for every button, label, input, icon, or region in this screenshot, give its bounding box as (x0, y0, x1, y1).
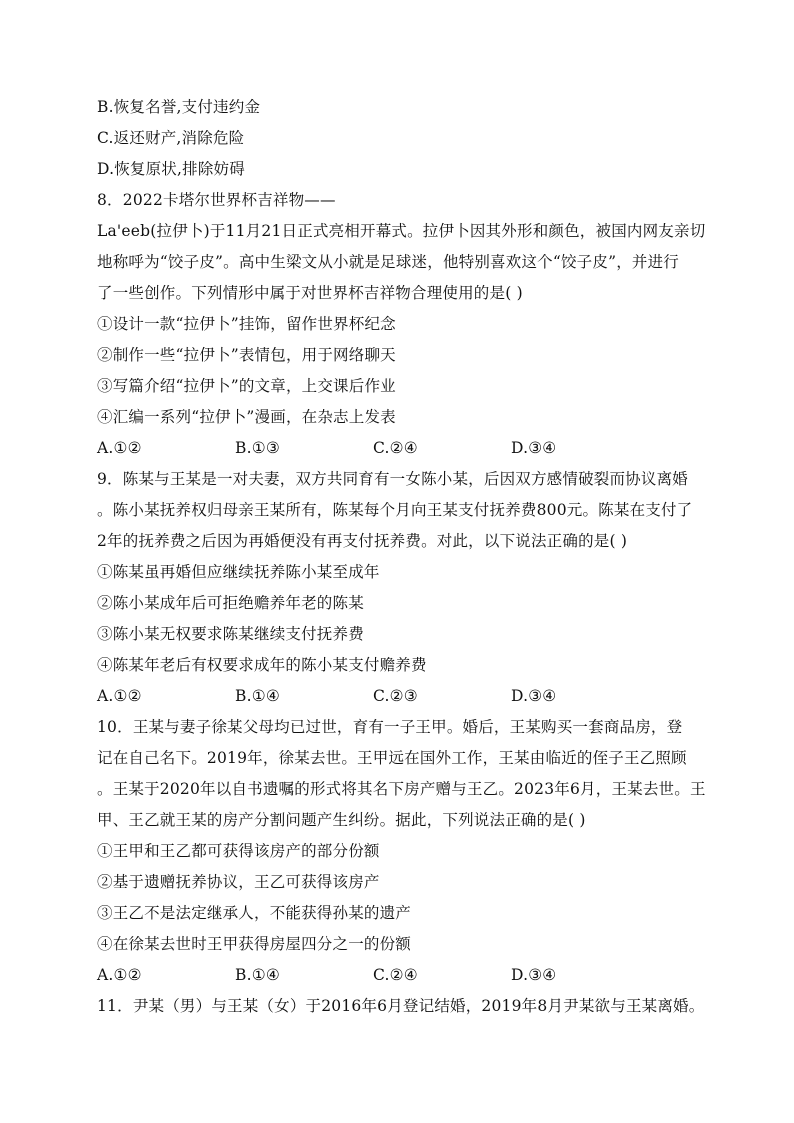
q7-options (97, 92, 701, 185)
question-text-line: 11．尹某（男）与王某（女）于2016年6月登记结婚，2019年8月尹某欲与王某离婚。 (97, 997, 705, 1015)
question-9 (97, 464, 701, 712)
choice-b: B.①③ (235, 439, 280, 457)
choice-b: B.①④ (235, 687, 280, 705)
q7-option-c: C.返还财产,消除危险 (97, 129, 245, 147)
statement-item: ④在徐某去世时王甲获得房屋四分之一的份额 (97, 935, 412, 953)
statement-item: ①王甲和王乙都可获得该房产的部分份额 (97, 842, 380, 860)
choice-d: D.③④ (511, 966, 557, 984)
question-text-line: 记在自己名下。2019年，徐某去世。王甲远在国外工作，王某由临近的侄子王乙照顾 (97, 749, 687, 767)
statement-item: ③陈小某无权要求陈某继续支付抚养费 (97, 625, 364, 643)
q7-option-d: D.恢复原状,排除妨碍 (97, 160, 245, 178)
question-8 (97, 185, 706, 464)
choice-a: A.①② (97, 687, 142, 705)
question-text-line: 。王某于2020年以自书遗嘱的形式将其名下房产赠与王乙。2023年6月，王某去世。王 (97, 780, 706, 798)
question-text-line: 地称呼为“饺子皮”。高中生梁文从小就是足球迷，他特别喜欢这个“饺子皮”，并进行 (97, 253, 679, 271)
question-text-line: 甲、王乙就王某的房产分割问题产生纠纷。据此，下列说法正确的是( ) (97, 811, 586, 829)
statement-item: ②陈小某成年后可拒绝赡养年老的陈某 (97, 594, 364, 612)
statement-item: ④汇编一系列“拉伊卜”漫画，在杂志上发表 (97, 408, 396, 426)
choice-d: D.③④ (511, 687, 557, 705)
question-11 (97, 991, 705, 1022)
question-text-line: 2年的抚养费之后因为再婚便没有再支付抚养费。对此，以下说法正确的是( ) (97, 532, 628, 550)
choice-a: A.①② (97, 439, 142, 457)
question-text-line: 8．2022卡塔尔世界杯吉祥物—— (97, 191, 336, 209)
answer-choices (97, 433, 701, 464)
choice-c: C.②④ (373, 966, 418, 984)
question-text-line: 。陈小某抚养权归母亲王某所有，陈某每个月向王某支付抚养费800元。陈某在支付了 (97, 501, 693, 519)
statement-item: ③写篇介绍“拉伊卜”的文章，上交课后作业 (97, 377, 396, 395)
choice-c: C.②③ (373, 687, 418, 705)
statement-item: ④陈某年老后有权要求成年的陈小某支付赡养费 (97, 656, 427, 674)
statement-item: ②基于遗赠抚养协议，王乙可获得该房产 (97, 873, 380, 891)
question-10 (97, 712, 706, 991)
question-text-line: 9．陈某与王某是一对夫妻，双方共同育有一女陈小某，后因双方感情破裂而协议离婚 (97, 470, 688, 488)
choice-b: B.①④ (235, 966, 280, 984)
choice-c: C.②④ (373, 439, 418, 457)
statement-item: ③王乙不是法定继承人，不能获得孙某的遗产 (97, 904, 412, 922)
exam-page (97, 92, 706, 1022)
choice-a: A.①② (97, 966, 142, 984)
question-text-line: La'eeb(拉伊卜)于11月21日正式亮相开幕式。拉伊卜因其外形和颜色，被国内网友亲切 (97, 222, 706, 240)
statement-item: ①设计一款“拉伊卜”挂饰，留作世界杯纪念 (97, 315, 396, 333)
q7-option-b: B.恢复名誉,支付违约金 (97, 98, 261, 116)
choice-d: D.③④ (511, 439, 557, 457)
answer-choices (97, 681, 701, 712)
answer-choices (97, 960, 701, 991)
statement-item: ①陈某虽再婚但应继续抚养陈小某至成年 (97, 563, 380, 581)
question-text-line: 了一些创作。下列情形中属于对世界杯吉祥物合理使用的是( ) (97, 284, 523, 302)
question-text-line: 10．王某与妻子徐某父母均已过世，育有一子王甲。婚后，王某购买一套商品房，登 (97, 718, 683, 736)
statement-item: ②制作一些“拉伊卜”表情包，用于网络聊天 (97, 346, 396, 364)
